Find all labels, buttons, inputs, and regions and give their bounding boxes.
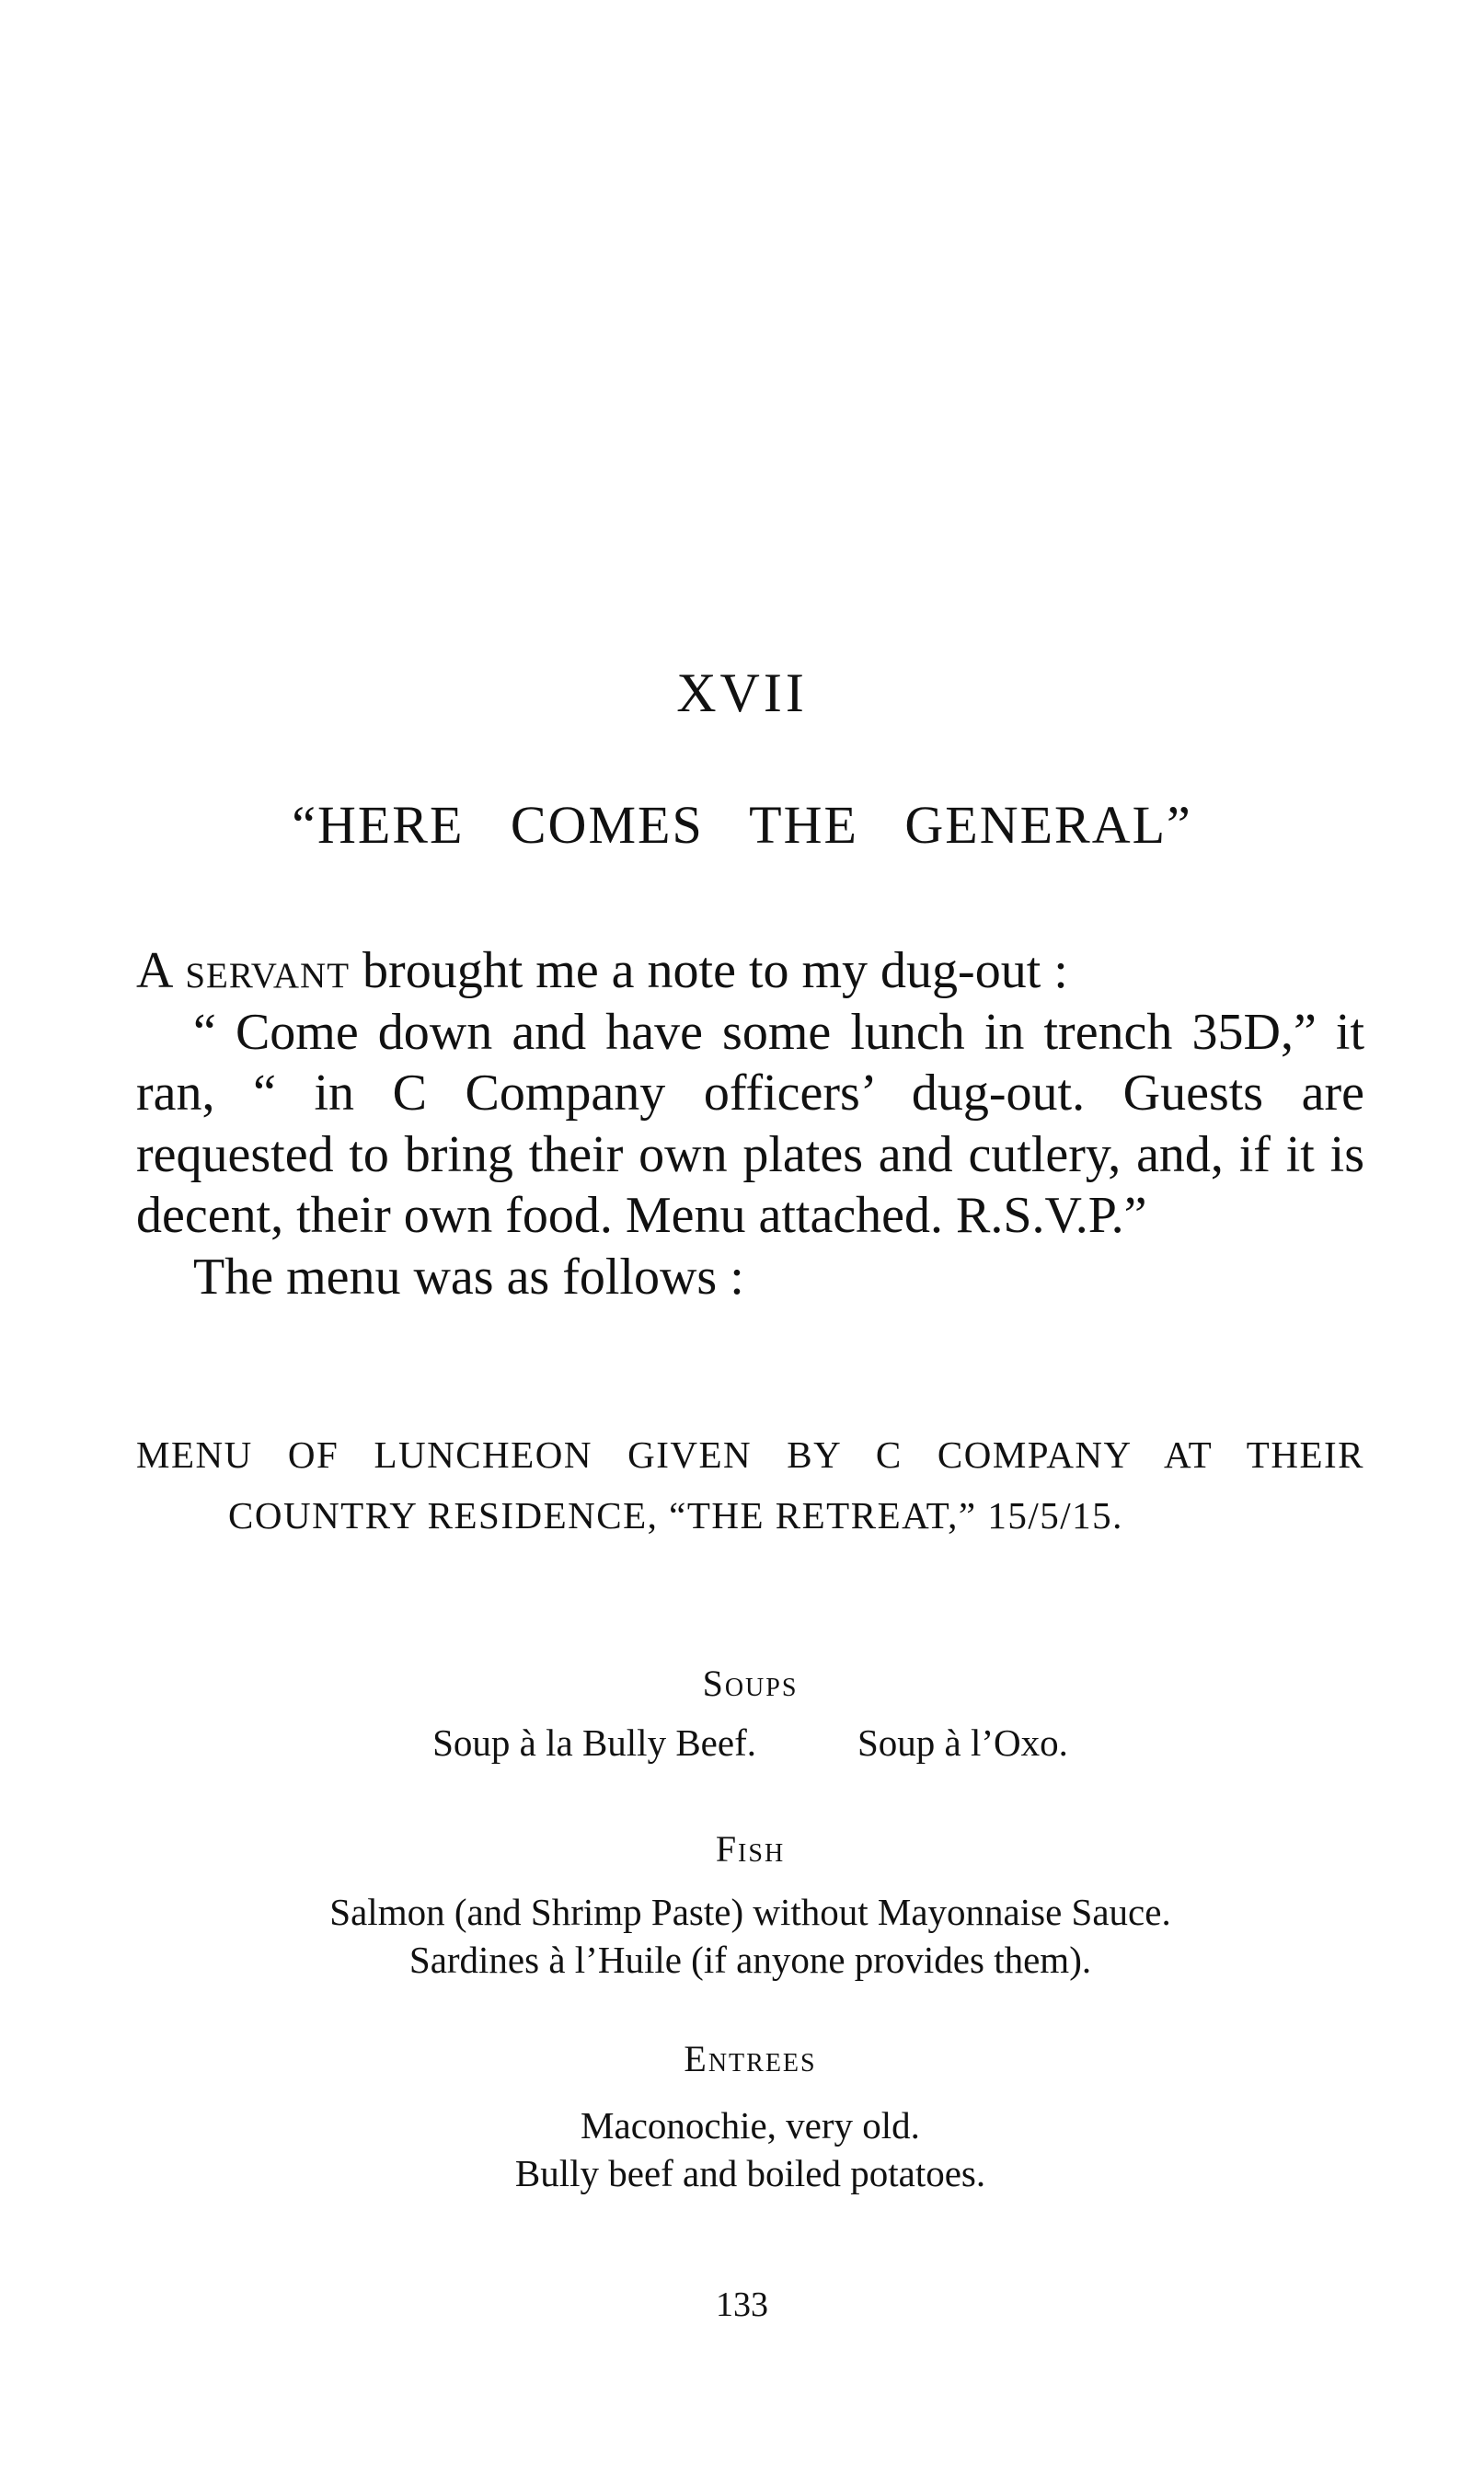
drop-smallcaps: A servant: [136, 942, 351, 999]
chapter-title: “HERE COMES THE GENERAL”: [292, 795, 1192, 855]
menu-item: Salmon (and Shrimp Paste) without Mayonnaise Sauce.: [329, 1891, 1171, 1933]
body-text: [136, 940, 1364, 1307]
menu-section-soups: [136, 1658, 1364, 1767]
menu-item: Sardines à l’Huile (if anyone provides them).: [408, 1939, 1092, 1981]
section-title: Entrees: [684, 2038, 817, 2079]
paragraph-2: “ Come down and have some lunch in trench 35D,” it ran, “ in C Company officers’ dug-out. Guests are requested to bring their own plates and cutlery, and, if it is decent, their own food. Menu attached. R.S.V.P.”: [136, 1003, 1364, 1244]
menu-item: Soup à l’Oxo.: [857, 1721, 1068, 1764]
paragraph-1-text: brought me a note to my dug-out :: [350, 942, 1068, 999]
menu-section-entrees: [136, 2033, 1364, 2197]
page-number: 133: [716, 2285, 768, 2324]
menu-heading: MENU OF LUNCHEON GIVEN BY C COMPANY AT THEIR COUNTRY RESIDENCE, “THE RETREAT,” 15/5/15.: [136, 1433, 1364, 1537]
section-title: Soups: [702, 1663, 799, 1704]
paragraph-1: [136, 940, 1364, 1002]
section-title: Fish: [715, 1828, 786, 1870]
menu-item: Maconochie, very old.: [581, 2104, 920, 2147]
menu-items: [136, 1719, 1364, 1767]
menu-item: Soup à la Bully Beef.: [432, 1721, 756, 1764]
chapter-number: XVII: [676, 662, 808, 723]
paragraph-3: The menu was as follows :: [193, 1248, 744, 1306]
menu-item: Bully beef and boiled potatoes.: [514, 2152, 986, 2194]
menu-section-fish: [136, 1824, 1364, 1984]
